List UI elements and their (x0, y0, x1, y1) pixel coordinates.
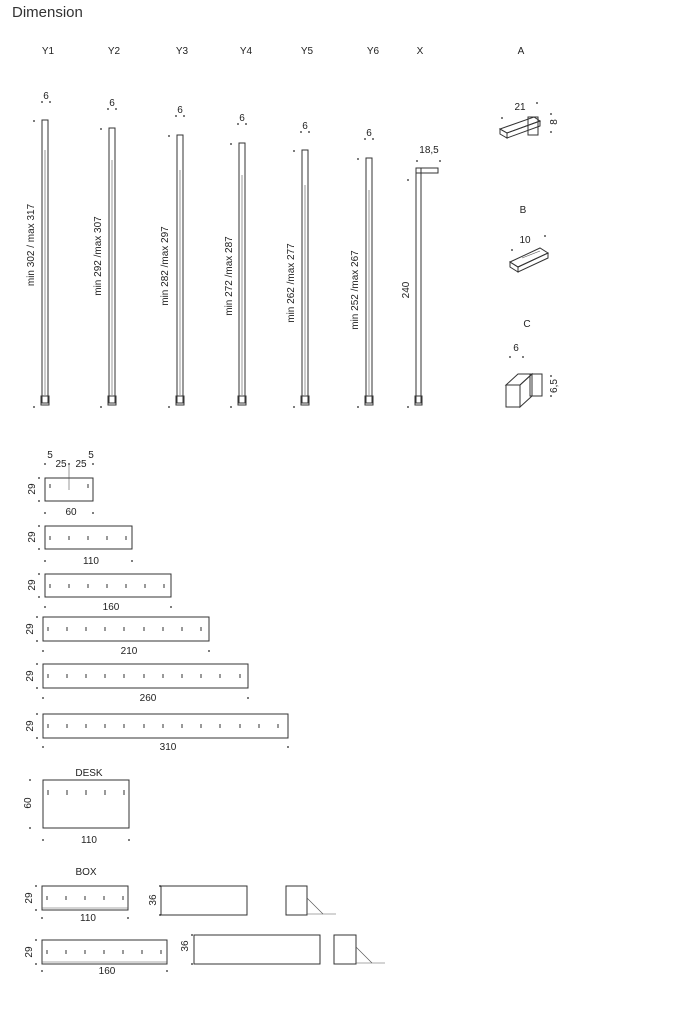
shelf-160-width: 160 (102, 602, 120, 613)
box-row-160-box-height: 36 (180, 940, 191, 952)
bracket-c (506, 343, 560, 407)
shelf-310 (25, 713, 289, 753)
shelf-60-width: 60 (65, 507, 77, 518)
bracket-c-dim-height: 6,5 (549, 379, 560, 393)
column-label-y1: Y1 (41, 46, 55, 57)
box-row-110-width: 110 (80, 913, 96, 924)
shelf-160 (27, 573, 172, 613)
height-y3: min 282 /max 297 (160, 226, 171, 306)
box-row-110 (24, 885, 336, 924)
upright-y2 (93, 98, 117, 408)
width-y3: 6 (177, 105, 183, 116)
upright-y5 (286, 121, 310, 408)
box-row-160 (24, 934, 385, 977)
shelf-60-top-dim-1: 5 (47, 450, 53, 461)
box (24, 867, 385, 977)
shelf-60-top-dim-3: 25 (75, 459, 87, 470)
column-label-x: X (416, 46, 424, 57)
height-y5: min 262 /max 277 (286, 243, 297, 323)
upright-x (401, 145, 441, 408)
shelf-260 (25, 663, 249, 704)
shelf-210-height: 29 (25, 623, 36, 635)
shelf-60 (27, 450, 94, 518)
column-label-y4: Y4 (239, 46, 253, 57)
page-title: Dimension (12, 4, 83, 21)
bracket-a (500, 102, 560, 138)
shelf-110-width: 110 (83, 556, 99, 567)
shelf-110-height: 29 (27, 531, 38, 543)
box-row-160-width: 160 (98, 966, 116, 977)
bracket-b-dim-width: 10 (519, 235, 531, 246)
bracket-label-b: B (519, 205, 527, 216)
desk (23, 768, 130, 846)
desk-height: 60 (23, 797, 34, 809)
upright-y6 (350, 128, 374, 408)
shelf-310-height: 29 (25, 720, 36, 732)
width-x: 18,5 (419, 145, 439, 156)
upright-y4 (224, 113, 247, 408)
bracket-a-dim-width: 21 (514, 102, 526, 113)
desk-label: DESK (75, 768, 103, 779)
bracket-label-a: A (517, 46, 525, 57)
shelf-160-height: 29 (27, 579, 38, 591)
width-y2: 6 (109, 98, 115, 109)
width-y6: 6 (366, 128, 372, 139)
height-y1: min 302 / max 317 (26, 203, 37, 287)
height-y2: min 292 /max 307 (93, 216, 104, 296)
column-label-y6: Y6 (366, 46, 380, 57)
shelf-210-width: 210 (120, 646, 138, 657)
shelf-60-height: 29 (27, 483, 38, 495)
box-row-110-box-height: 36 (148, 894, 159, 906)
desk-width: 110 (81, 835, 97, 846)
upright-y3 (160, 105, 185, 408)
width-y5: 6 (302, 121, 308, 132)
bracket-label-c: C (523, 319, 531, 330)
shelf-260-height: 29 (25, 670, 36, 682)
upright-y1 (26, 91, 51, 408)
bracket-b (510, 235, 548, 272)
shelf-310-width: 310 (159, 742, 177, 753)
width-y1: 6 (43, 91, 49, 102)
shelf-60-top-dim-4: 5 (88, 450, 94, 461)
height-x: 240 (401, 281, 412, 299)
shelf-110 (27, 525, 133, 567)
column-label-y2: Y2 (107, 46, 121, 57)
box-row-110-height: 29 (24, 892, 35, 904)
shelf-210 (25, 616, 210, 657)
height-y4: min 272 /max 287 (224, 236, 235, 316)
height-y6: min 252 /max 267 (350, 250, 361, 330)
box-label: BOX (75, 867, 97, 878)
box-row-160-height: 29 (24, 946, 35, 958)
column-label-y3: Y3 (175, 46, 189, 57)
bracket-a-dim-height: 8 (549, 119, 560, 125)
shelf-260-width: 260 (139, 693, 157, 704)
width-y4: 6 (239, 113, 245, 124)
shelf-60-top-dim-2: 25 (55, 459, 67, 470)
bracket-c-dim-width: 6 (513, 343, 519, 354)
column-label-y5: Y5 (300, 46, 314, 57)
